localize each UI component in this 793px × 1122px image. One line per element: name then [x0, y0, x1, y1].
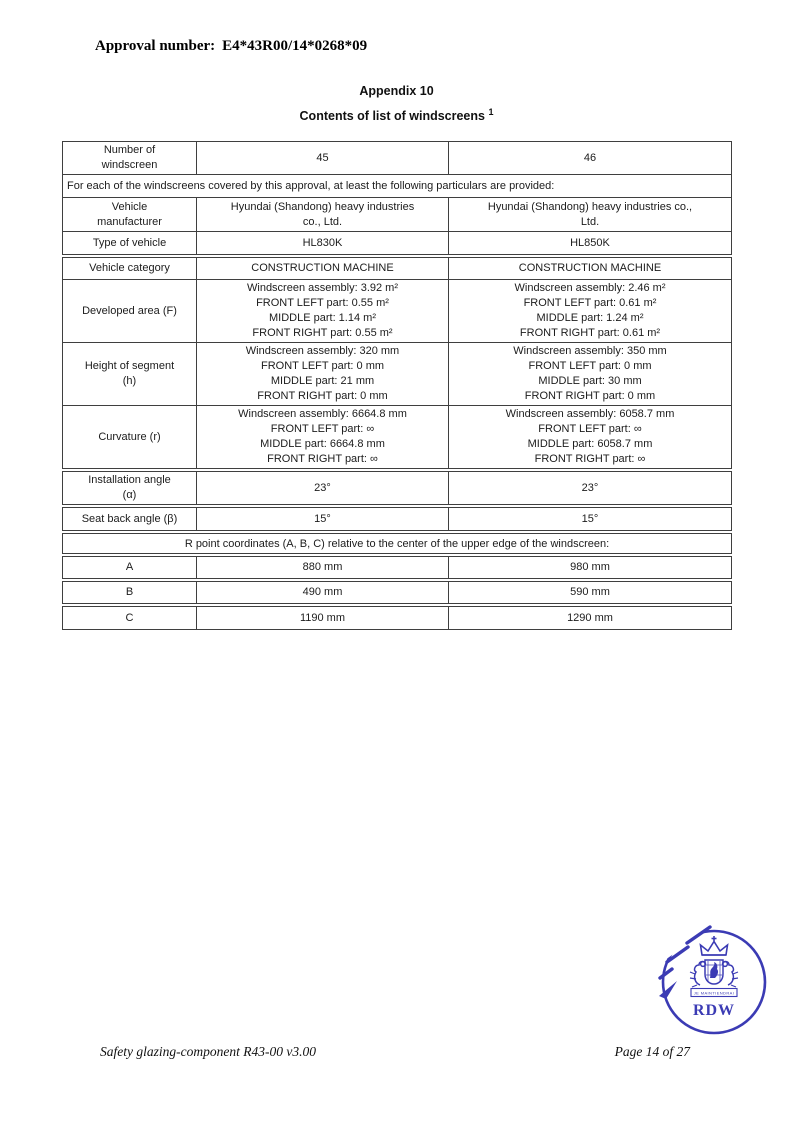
row-coordinate-b [63, 582, 731, 603]
row-installation-angle [63, 472, 731, 504]
footer-page-number: Page 14 of 27 [614, 1044, 690, 1059]
row-curvature [63, 405, 731, 468]
cell-windscreen-45: 45 [196, 142, 448, 174]
row-height-of-segment [63, 342, 731, 405]
row-label: Seat back angle (β) [81, 512, 178, 525]
windscreen-table [62, 141, 732, 630]
crown-icon [701, 936, 728, 955]
appendix-title: Appendix 10 [359, 84, 434, 98]
cell-coord-b-45: 490 mm [196, 582, 448, 603]
row-label: Installation angle (α) [88, 474, 171, 501]
table-group-installation-angle [62, 471, 732, 505]
table-group-seat-back-angle [62, 507, 732, 531]
cell-type-46: HL850K [448, 232, 731, 254]
speed-wedge-icon [659, 981, 677, 999]
row-label: B [125, 586, 134, 598]
row-label: Type of vehicle [92, 236, 167, 249]
cell-area-46: Windscreen assembly: 2.46 m² FRONT LEFT part: 0.61 m² MIDDLE part: 1.24 m² FRONT RIGHT part: 0.61 m² [448, 280, 731, 342]
row-vehicle-manufacturer [63, 197, 731, 231]
row-label: Number of windscreen [101, 144, 158, 171]
row-coordinate-a [63, 557, 731, 578]
row-developed-area [63, 279, 731, 342]
cell-coord-b-46: 590 mm [448, 582, 731, 603]
row-label: Height of segment (h) [84, 360, 175, 387]
cell-coord-c-45: 1190 mm [196, 607, 448, 629]
footnote-reference: 1 [488, 107, 494, 117]
cell-manufacturer-46: Hyundai (Shandong) heavy industries co., Ltd. [448, 198, 731, 231]
table-group-coord-c [62, 606, 732, 630]
row-seat-back-angle [63, 508, 731, 530]
cell-curvature-45: Windscreen assembly: 6664.8 mm FRONT LEFT part: ∞ MIDDLE part: 6664.8 mm FRONT RIGHT part: ∞ [196, 406, 448, 468]
row-windscreen-number [63, 142, 731, 174]
motto-text: JE MAINTIENDRAI [693, 990, 735, 996]
titles-block [0, 84, 793, 123]
cell-coord-a-46: 980 mm [448, 557, 731, 578]
subtitle: Contents of list of windscreens $^1$ [299, 107, 494, 124]
cell-category-45: CONSTRUCTION MACHINE [196, 258, 448, 279]
row-provision-note: For each of the windscreens covered by this approval, at least the following particulars are provided: [63, 174, 731, 197]
cell-installation-45: 23° [196, 472, 448, 504]
cell-height-46: Windscreen assembly: 350 mm FRONT LEFT part: 0 mm MIDDLE part: 30 mm FRONT RIGHT part: 0 mm [448, 343, 731, 405]
row-label: Developed area (F) [82, 304, 177, 317]
rdw-text: RDW [692, 1002, 736, 1019]
cell-seatback-46: 15° [448, 508, 731, 530]
stamp-slash-gap [652, 924, 707, 968]
table-group-identification [62, 141, 732, 255]
motto-banner [691, 989, 737, 997]
footer-document-version: Safety glazing-component R43-00 v3.00 [100, 1044, 316, 1059]
row-type-of-vehicle [63, 231, 731, 254]
row-label: Curvature (r) [98, 430, 161, 443]
approval-number-line [95, 38, 367, 55]
cell-category-46: CONSTRUCTION MACHINE [448, 258, 731, 279]
cell-coord-c-46: 1290 mm [448, 607, 731, 629]
table-group-rpoint-note [62, 533, 732, 554]
rdw-stamp-graphic [652, 919, 772, 1039]
rdw-stamp [652, 919, 772, 1039]
cell-type-45: HL830K [196, 232, 448, 254]
cell-curvature-46: Windscreen assembly: 6058.7 mm FRONT LEFT part: ∞ MIDDLE part: 6058.7 mm FRONT RIGHT part: ∞ [448, 406, 731, 468]
row-label: C [125, 611, 134, 624]
approval-number-label: Approval number: [95, 38, 216, 54]
cell-area-45: Windscreen assembly: 3.92 m² FRONT LEFT part: 0.55 m² MIDDLE part: 1.14 m² FRONT RIGHT part: 0.55 m² [196, 280, 448, 342]
coat-of-arms-icon [690, 960, 738, 987]
row-label: A [125, 561, 134, 573]
cell-manufacturer-45: Hyundai (Shandong) heavy industries co., Ltd. [196, 198, 448, 231]
table-group-specifications [62, 257, 732, 469]
row-coordinate-c [63, 607, 731, 629]
row-vehicle-category [63, 258, 731, 279]
page-footer [0, 1044, 793, 1060]
cell-installation-46: 23° [448, 472, 731, 504]
row-label: Vehicle category [89, 262, 170, 274]
cell-windscreen-46: 46 [448, 142, 731, 174]
row-rpoint-note: R point coordinates (A, B, C) relative to the center of the upper edge of the windscreen: [184, 537, 610, 550]
approval-number-value: E4*43R00/14*0268*09 [222, 38, 368, 54]
table-group-coord-b [62, 581, 732, 604]
cell-coord-a-45: 880 mm [196, 557, 448, 578]
lion-left-icon [690, 962, 705, 987]
lion-right-icon [723, 962, 738, 987]
cell-seatback-45: 15° [196, 508, 448, 530]
cell-height-45: Windscreen assembly: 320 mm FRONT LEFT part: 0 mm MIDDLE part: 21 mm FRONT RIGHT part: 0 mm [196, 343, 448, 405]
table-group-coord-a [62, 556, 732, 579]
row-label: Vehicle manufacturer [97, 200, 162, 228]
